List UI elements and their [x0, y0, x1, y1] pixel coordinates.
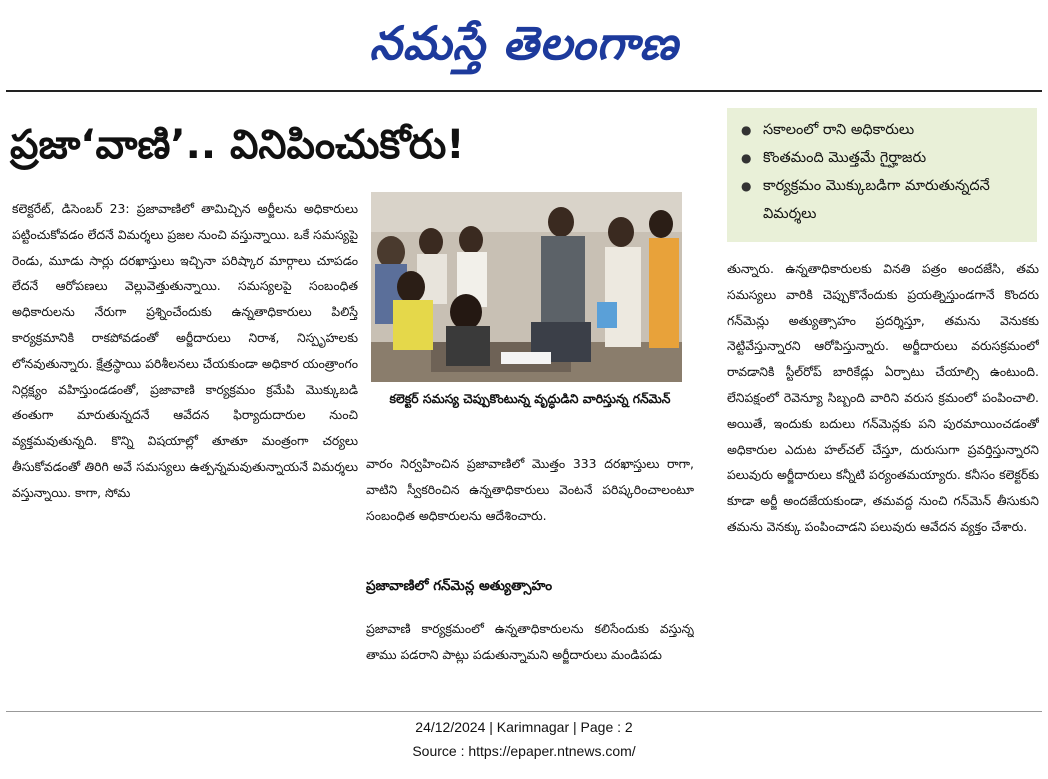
article-column-2b	[366, 616, 694, 711]
bullet-icon: ●	[741, 179, 752, 193]
article-paragraph: తున్నారు. ఉన్నతాధికారులకు వినతి పత్రం అందజేసి, తమ సమస్యలు వారికి చెప్పుకొనేందుకు ప్రయత్నిస్తుండగానే కొందరు గన్‌మెన్లు అత్యుత్సాహం ప్రదర్శిస్తూ, తమను వెనుకకు నెట్టివేస్తున్నారని ఆరోపిస్తున్నారు. అర్జీదారులు వరుసక్రమంలో రావడానికి స్టీల్‌రోప్ బారికేడ్లు ఏర్పాటు చేయాల్సి ఉంటుంది. లేనిపక్షంలో రెవెన్యూ సిబ్బంది వారిని వరుస క్రమంలో పంపించాలి. అయితే, ఇందుకు బదులు గన్‌మెన్లకు పని పురమాయించడంతో అధికారుల ఎదుట హల్‌చల్ చేస్తూ, దురుసుగా ప్రవర్తిస్తున్నారని పలువురు అర్జీదారులు కన్నీటి పర్యంతమయ్యారు. కనీసం కలెక్టర్‌కు కూడా అర్జీ అందజేయకుండా, తమవద్ద నుంచి గన్‌మెన్ తీసుకుని తమను వెనక్కు పంపించాడని పలువురు ఆవేదన వ్యక్తం చేశారు.	[727, 261, 1039, 534]
footer-divider	[6, 711, 1042, 712]
news-photo	[371, 192, 682, 382]
highlight-item	[737, 116, 1029, 144]
highlights-box	[727, 108, 1037, 242]
highlight-text: సకాలంలో రాని అధికారులు	[763, 122, 915, 138]
highlight-item	[737, 172, 1029, 228]
masthead-divider	[6, 90, 1042, 92]
headline: ప్రజా‘వాణి’.. వినిపించుకోరు!	[10, 122, 465, 168]
article-paragraph: వారం నిర్వహించిన ప్రజావాణిలో మొత్తం 333 దరఖాస్తులు రాగా, వాటిని స్వీకరించిన ఉన్నతాధికారులు వెంటనే పరిష్కరించాలంటూ సంబంధిత అధికారులను ఆదేశించారు.	[366, 456, 694, 523]
article-column-3	[727, 256, 1039, 708]
masthead: నమస్తే తెలంగాణ	[369, 16, 679, 70]
highlight-item	[737, 144, 1029, 172]
highlight-text: కార్యక్రమం మొక్కుబడిగా మారుతున్నదనే విమర్శలు	[763, 178, 990, 222]
article-paragraph: ప్రజావాణి కార్యక్రమంలో ఉన్నతాధికారులను కలిసేందుకు వస్తున్న తాము పడరాని పాట్లు పడుతున్నామని అర్జీదారులు మండిపడు	[366, 621, 694, 662]
article-column-2	[366, 451, 694, 563]
bullet-icon: ●	[741, 123, 752, 137]
footer-source: Source : https://epaper.ntnews.com/	[412, 743, 636, 759]
photo-caption: కలెక్టర్ సమస్య చెప్పుకొంటున్న వృద్ధుడిని వారిస్తున్న గన్‌మెన్	[389, 391, 671, 406]
subheading: ప్రజావాణిలో గన్‌మెన్ల అత్యుత్సాహం	[366, 578, 553, 594]
footer-edition-info: 24/12/2024 | Karimnagar | Page : 2	[415, 719, 633, 735]
article-paragraph: కలెక్టరేట్, డిసెంబర్ 23: ప్రజావాణిలో తామిచ్చిన అర్జీలను అధికారులు పట్టించుకోవడం లేదనే విమర్శలు ప్రజల నుంచి వస్తున్నాయి. ఒకే సమస్యపై రెండు, మూడు సార్లు దరఖాస్తులు ఇచ్చినా పరిష్కార మార్గాలు చూపడం లేదనే ఆరోపణలు వెల్లువెత్తుతున్నాయి. సమస్యలపై సంబంధిత అధికారులను నేరుగా ప్రశ్నించేందుకు ఉన్నతాధికారులు పిలిస్తే కార్యక్రమానికి రాకపోవడంతో అర్జీదారులు నిరాశ, నిస్పృహలకు లోనవుతున్నారు. క్షేత్రస్థాయి పరిశీలనలు చేయకుండా అధికార యంత్రాంగం నిర్లక్ష్యం వహిస్తుండడంతో, ప్రజావాణి కార్యక్రమం క్రమేపి మొక్కుబడి తంతుగా మారుతున్నదనే ఆవేదన ఫిర్యాదుదారుల నుంచి వ్యక్తమవుతున్నది. కొన్ని విషయాల్లో తూతూ మంత్రంగా చర్యలు తీసుకోవడంతో తిరిగి అవే సమస్యలు ఉత్పన్నమవుతున్నాయనే విమర్శలు వస్తున్నాయి. కాగా, సోమ	[12, 201, 358, 500]
footer	[0, 715, 1048, 771]
bullet-icon: ●	[741, 151, 752, 165]
photo-illustration	[371, 192, 682, 382]
article-column-1	[12, 196, 358, 711]
highlight-text: కొంతమంది మొత్తమే గైర్హాజరు	[763, 150, 927, 166]
